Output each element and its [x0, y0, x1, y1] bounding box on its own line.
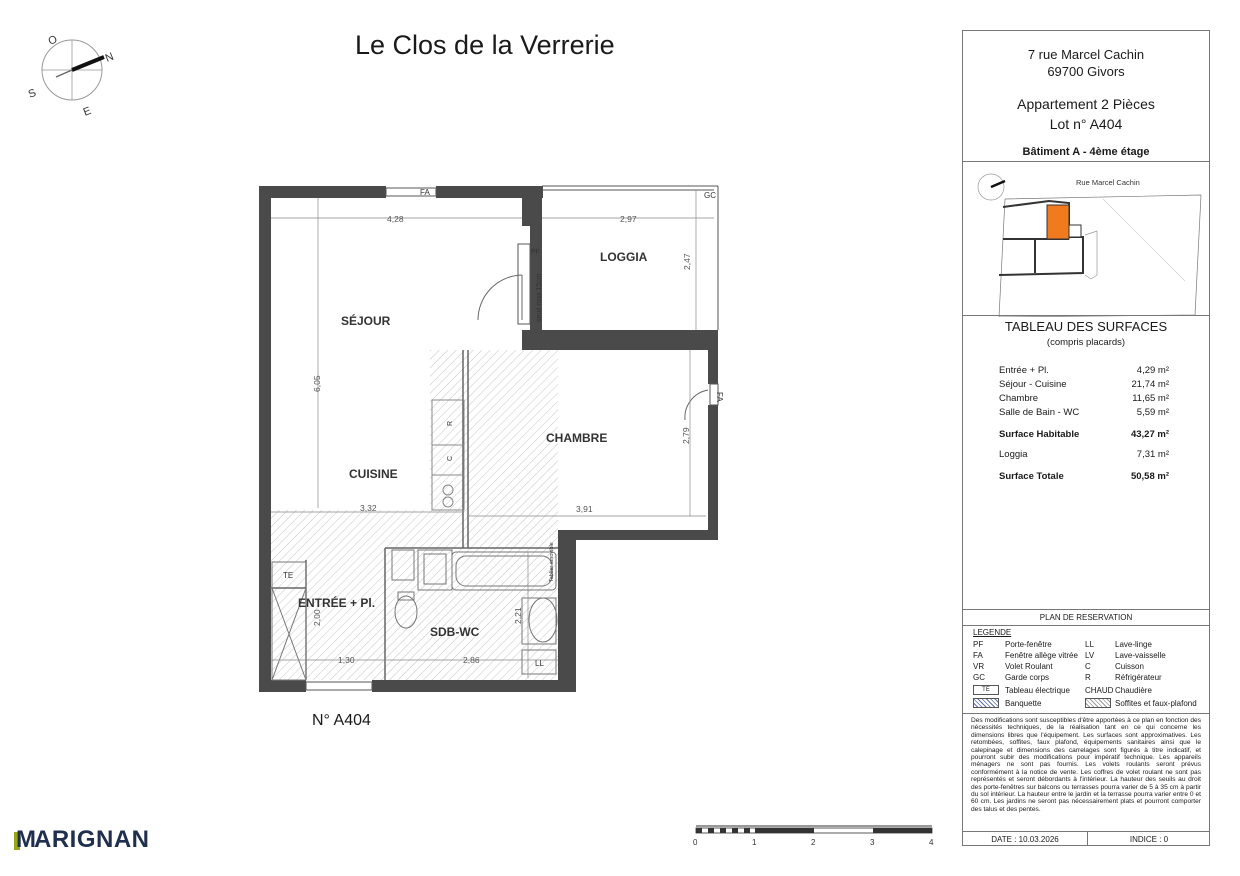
surface-row-entree: Entrée + Pl. 4,29 m²: [999, 365, 1169, 376]
surface-table-subtitle: (compris placards): [1046, 337, 1126, 348]
separator: [963, 625, 1209, 626]
room-label-loggia: LOGGIA: [600, 250, 648, 264]
scale-bar: [693, 826, 934, 847]
scale-tick-3: 3: [870, 838, 875, 847]
dim-247: 2,47: [682, 253, 692, 270]
lot-label: N° A404: [312, 712, 371, 729]
date-label: DATE : 10.03.2026: [991, 835, 1059, 844]
dim-297: 2,97: [620, 214, 637, 224]
compass-label-o: O: [46, 33, 60, 48]
legend-te-icon: TE: [973, 685, 999, 695]
indice-label: INDICE : 0: [1129, 835, 1169, 844]
highlighted-unit: [1047, 205, 1069, 239]
address-line2: 69700 Givors: [1047, 64, 1125, 79]
dim-200: 2,00: [312, 609, 322, 626]
dim-391: 3,91: [576, 504, 593, 514]
soffite-zone-kitchen: [430, 350, 558, 510]
scale-tick-1: 1: [752, 838, 757, 847]
scale-tick-4: 4: [929, 838, 934, 847]
separator: [963, 713, 1209, 714]
dim-279: 2,79: [681, 427, 691, 444]
tag-r: R: [447, 420, 454, 426]
legend-label: Réfrigérateur: [1115, 673, 1162, 682]
tag-te: TE: [283, 571, 294, 580]
surface-row-totale: Surface Totale 50,58 m²: [999, 471, 1169, 482]
surface-row-sejour: Séjour - Cuisine 21,74 m²: [999, 379, 1169, 390]
legend-label: Cuisson: [1115, 662, 1144, 671]
brand-logo-mark: [14, 826, 37, 853]
legend-label: Porte-fenêtre: [1005, 640, 1052, 649]
tag-tablier: Tablier amovible: [549, 542, 555, 582]
legend-label: Fenêtre allège vitrée: [1005, 651, 1078, 660]
dim-130: 1,30: [338, 655, 355, 665]
legend-code: C: [1085, 662, 1091, 671]
legend-code: PF: [973, 640, 984, 649]
separator: [963, 831, 1209, 832]
project-title: Le Clos de la Verrerie: [355, 30, 615, 60]
dim-221: 2,21: [513, 607, 523, 624]
location-map: [963, 165, 1209, 317]
brand-logo: [14, 826, 150, 854]
brand-name: ARIGNAN: [34, 826, 150, 853]
compass-icon: [27, 33, 116, 118]
legend-te-label: Tableau électrique: [1005, 686, 1070, 695]
compass-label-s: S: [26, 86, 38, 101]
separator: [963, 609, 1209, 610]
tag-gc: GC: [704, 191, 716, 200]
room-label-cuisine: CUISINE: [349, 467, 398, 481]
scale-tick-0: 0: [693, 838, 698, 847]
surface-row-chambre: Chambre 11,65 m²: [999, 393, 1169, 404]
legend-label: Lave-linge: [1115, 640, 1152, 649]
legend-label: Volet Roulant: [1005, 662, 1053, 671]
tag-fa-right: FA: [715, 392, 724, 402]
surface-row-loggia: Loggia 7,31 m²: [999, 449, 1169, 460]
brand-letter: M: [16, 826, 37, 853]
building-floor: Bâtiment A - 4ème étage: [1022, 146, 1150, 158]
legend-label: Lave-vaisselle: [1115, 651, 1166, 660]
scale-tick-2: 2: [811, 838, 816, 847]
lot-number: Lot n° A404: [1049, 116, 1123, 132]
plan-reservation-label: PLAN DE RESERVATION: [1039, 613, 1133, 622]
surface-table-title: TABLEAU DES SURFACES: [1004, 319, 1168, 334]
room-label-sdb: SDB-WC: [430, 625, 480, 639]
room-label-sejour: SÉJOUR: [341, 314, 391, 328]
map-street-label: Rue Marcel Cachin: [1076, 178, 1140, 187]
compass-label-n: N: [103, 50, 116, 65]
info-panel: [962, 30, 1210, 846]
legend-banquette-swatch: [973, 698, 999, 708]
address-line1: 7 rue Marcel Cachin: [1027, 47, 1145, 62]
dim-332: 3,32: [360, 503, 377, 513]
separator: [963, 315, 1209, 316]
room-label-entree: ENTRÉE + Pl.: [298, 596, 376, 610]
legend-chaud-code: CHAUD: [1085, 686, 1114, 695]
legend-code: GC: [973, 673, 985, 682]
dim-428: 4,28: [387, 214, 404, 224]
apartment-type: Appartement 2 Pièces: [1017, 96, 1155, 112]
surface-row-habitable: Surface Habitable 43,27 m²: [999, 429, 1169, 440]
legend-banquette-label: Banquette: [1005, 699, 1042, 708]
legend-code: R: [1085, 673, 1091, 682]
legend-soffites-swatch: [1085, 698, 1111, 708]
tag-fa-top: FA: [420, 188, 430, 197]
separator: [963, 161, 1209, 162]
compass-label-e: E: [81, 104, 93, 119]
surface-row-sdb: Salle de Bain - WC 5,59 m²: [999, 407, 1169, 418]
legend-title: LEGENDE: [973, 628, 1012, 637]
tag-c: C: [447, 455, 454, 461]
legend-code: LL: [1085, 640, 1094, 649]
dim-286: 2,86: [463, 655, 480, 665]
tag-pf: PF: [531, 249, 540, 256]
dim-605: 6,05: [312, 375, 322, 392]
mini-compass-icon: [978, 174, 1005, 200]
legend-soffites-label: Soffites et faux-plafond: [1115, 699, 1197, 708]
legend-label: Garde corps: [1005, 673, 1050, 682]
legend-chaud-label: Chaudière: [1115, 686, 1152, 695]
legend-code: LV: [1085, 651, 1095, 660]
room-label-chambre: CHAMBRE: [546, 431, 608, 445]
legend-code: VR: [973, 662, 985, 671]
legend-code: FA: [973, 651, 983, 660]
disclaimer-text: Des modifications sont susceptibles d'être apportées à ce plan en fonction des nécessités techniques, de la réalisation tant en ce qui concerne les dimensions libres que l'équipement. Les surfaces sont approximatives. Les retombées, soffites, faux plafond, équipements sanitaires ainsi que le calepinage et dimensions des carrelages sont figurés à titre indicatif, et pourront subir des modifications pour impératif technique. Les appareils ménagers ne sont pas fournis. Les volets roulants seront prévus conformément à la notice de vente. Les coffres de volet roulant ne sont pas représentés et seront débordants à l'intérieur. La hauteur des seuils au droit des porte-fenêtres sur balcons ou terrasses pourra varier de 5 à 35 cm à partir du sol intérieur. La hauteur entre le jardin et la terrasse pourra varier entre 0 et 60 cm. Les jardins ne seront pas nécessairement plats et pourront comporter des talus et des pentes.: [971, 717, 1201, 813]
tag-ll: LL: [535, 659, 544, 668]
tag-seuil: seuil max 15cm: [536, 273, 543, 322]
